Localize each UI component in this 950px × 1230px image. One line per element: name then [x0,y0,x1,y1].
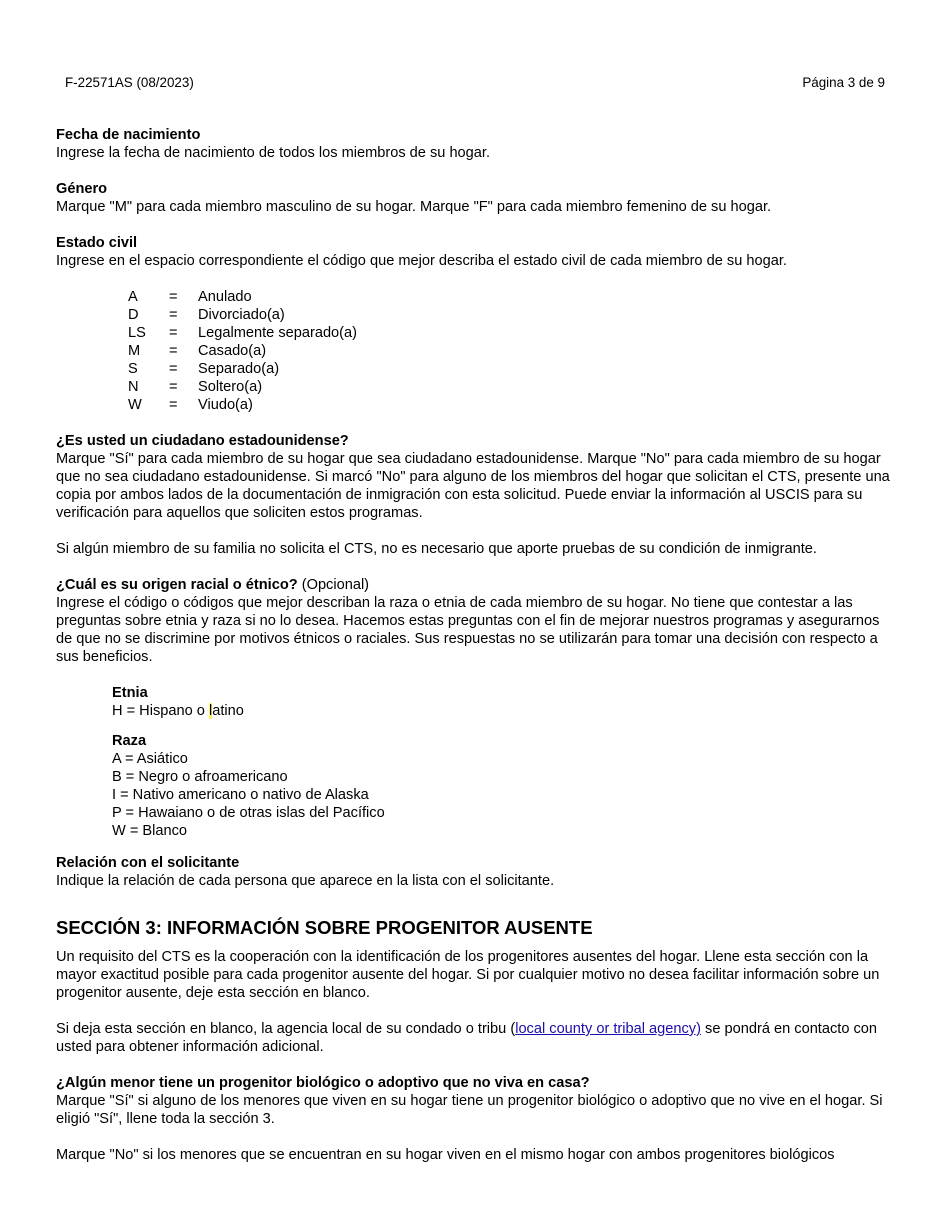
absent-parent-text: Marque "Sí" si alguno de los menores que viven en su hogar tiene un progenitor biológico o adoptivo que no vive en el hogar. Si eligió "Sí", llene toda la sección 3. [56,1093,883,1127]
citizen-text: Marque "Sí" para cada miembro de su hogar que sea ciudadano estadounidense. Marque "No" para cada miembro de su hogar que no sea ciudadano estadounidense. Si marcó "No" para alguno de los miembros del hogar que solicitan el CTS, presente una copia por ambos lados de la documentación de inmigración con esta solicitud. Puede enviar la información al USCIS para su verificación para aquellos que soliciten estos programas. [56,451,890,521]
marital-code-row [128,378,357,396]
origin-text: Ingrese el código o códigos que mejor describan la raza o etnia de cada miembro de su hogar. No tiene que contestar a las preguntas sobre etnia y raza si no lo desea. Hacemos estas preguntas con el fin de mejorar nuestros programas y asegurarnos de que no se discrimine por motivos étnicos o raciales. Sus respuestas no se utilizarán para tomar una decisión con respecto a sus beneficios. [56,595,880,665]
origin-title: ¿Cuál es su origen racial o étnico? [56,577,298,593]
code: S [128,361,138,377]
page-content [56,126,896,1164]
code-label: Anulado [198,289,252,305]
ethnicity-item [112,702,896,720]
citizen-section [56,432,896,522]
birth-title: Fecha de nacimiento [56,127,201,143]
marital-text: Ingrese en el espacio correspondiente el código que mejor describa el estado civil de cada miembro de su hogar. [56,253,787,269]
equals: = [169,397,178,413]
race-item: P = Hawaiano o de otras islas del Pacífico [112,805,385,821]
citizen-title: ¿Es usted un ciudadano estadounidense? [56,433,349,449]
gender-title: Género [56,181,108,197]
marital-codes-table [128,288,357,414]
ethnicity-item-post: atino [212,703,244,719]
section3-text1: Un requisito del CTS es la cooperación con la identificación de los progenitores ausentes del hogar. Llene esta sección con la mayor exactitud posible para cada progenitor ausente del hogar. Si por cualquier motivo no desea facilitar información sobre un progenitor ausente, deje esta sección en blanco. [56,949,880,1001]
code: N [128,379,139,395]
marital-code-row [128,324,357,342]
equals: = [169,361,178,377]
relation-title: Relación con el solicitante [56,855,240,871]
code-label: Separado(a) [198,361,280,377]
relation-text: Indique la relación de cada persona que aparece en la lista con el solicitante. [56,873,555,889]
equals: = [169,379,178,395]
gender-text: Marque "M" para cada miembro masculino de su hogar. Marque "F" para cada miembro femenino de su hogar. [56,199,772,215]
section3-text2-post: se pondrá en contacto con usted para obtener información adicional. [56,1021,878,1055]
gender-section [56,180,896,216]
section3-intro [56,948,896,1002]
relation-section [56,854,896,890]
race-item: I = Nativo americano o nativo de Alaska [112,787,369,803]
section3-blank-note [56,1020,896,1056]
race-item: B = Negro o afroamericano [112,769,288,785]
origin-section [56,576,896,666]
race-item: W = Blanco [112,823,188,839]
code: LS [128,325,146,341]
ethnicity-item-pre: H = Hispano o [112,703,209,719]
origin-heading [56,576,896,594]
section3-text2-pre: Si deja esta sección en blanco, la agencia local de su condado o tribu ( [56,1021,516,1037]
citizen-note-section [56,540,896,558]
page-number: Página 3 de 9 [802,75,885,90]
code: D [128,307,139,323]
race-title: Raza [112,733,147,749]
birth-text: Ingrese la fecha de nacimiento de todos los miembros de su hogar. [56,145,491,161]
section3-text2 [56,1020,896,1056]
marital-code-row [128,396,357,414]
origin-optional: (Opcional) [297,577,370,593]
absent-parent-text2: Marque "No" si los menores que se encuentran en su hogar viven en el mismo hogar con ambos progenitores biológicos [56,1147,835,1163]
form-id: F-22571AS (08/2023) [65,75,194,90]
equals: = [169,307,178,323]
race-item: A = Asiático [112,751,188,767]
absent-parent-question [56,1074,896,1128]
ethnicity-title: Etnia [112,685,148,701]
absent-parent-title: ¿Algún menor tiene un progenitor biológico o adoptivo que no viva en casa? [56,1075,590,1091]
highlighted-letter: l [208,703,213,719]
code: M [128,343,141,359]
marital-code-row [128,288,357,306]
code-label: Viudo(a) [198,397,253,413]
ethnicity-block [112,684,896,720]
marital-code-row [128,306,357,324]
code: W [128,397,142,413]
code-label: Legalmente separado(a) [198,325,358,341]
birth-section [56,126,896,162]
local-agency-link[interactable]: local county or tribal agency) [515,1021,701,1037]
code-label: Soltero(a) [198,379,263,395]
section3-heading: SECCIÓN 3: INFORMACIÓN SOBRE PROGENITOR AUSENTE [56,917,593,938]
code: A [128,289,138,305]
code-label: Divorciado(a) [198,307,285,323]
equals: = [169,343,178,359]
marital-section [56,234,896,270]
marital-code-row [128,342,357,360]
absent-parent-no-note [56,1146,896,1164]
race-block [112,732,896,840]
marital-title: Estado civil [56,235,138,251]
code-label: Casado(a) [198,343,267,359]
equals: = [169,289,178,305]
equals: = [169,325,178,341]
citizen-note: Si algún miembro de su familia no solicita el CTS, no es necesario que aporte pruebas de su condición de inmigrante. [56,541,817,557]
marital-code-row [128,360,357,378]
